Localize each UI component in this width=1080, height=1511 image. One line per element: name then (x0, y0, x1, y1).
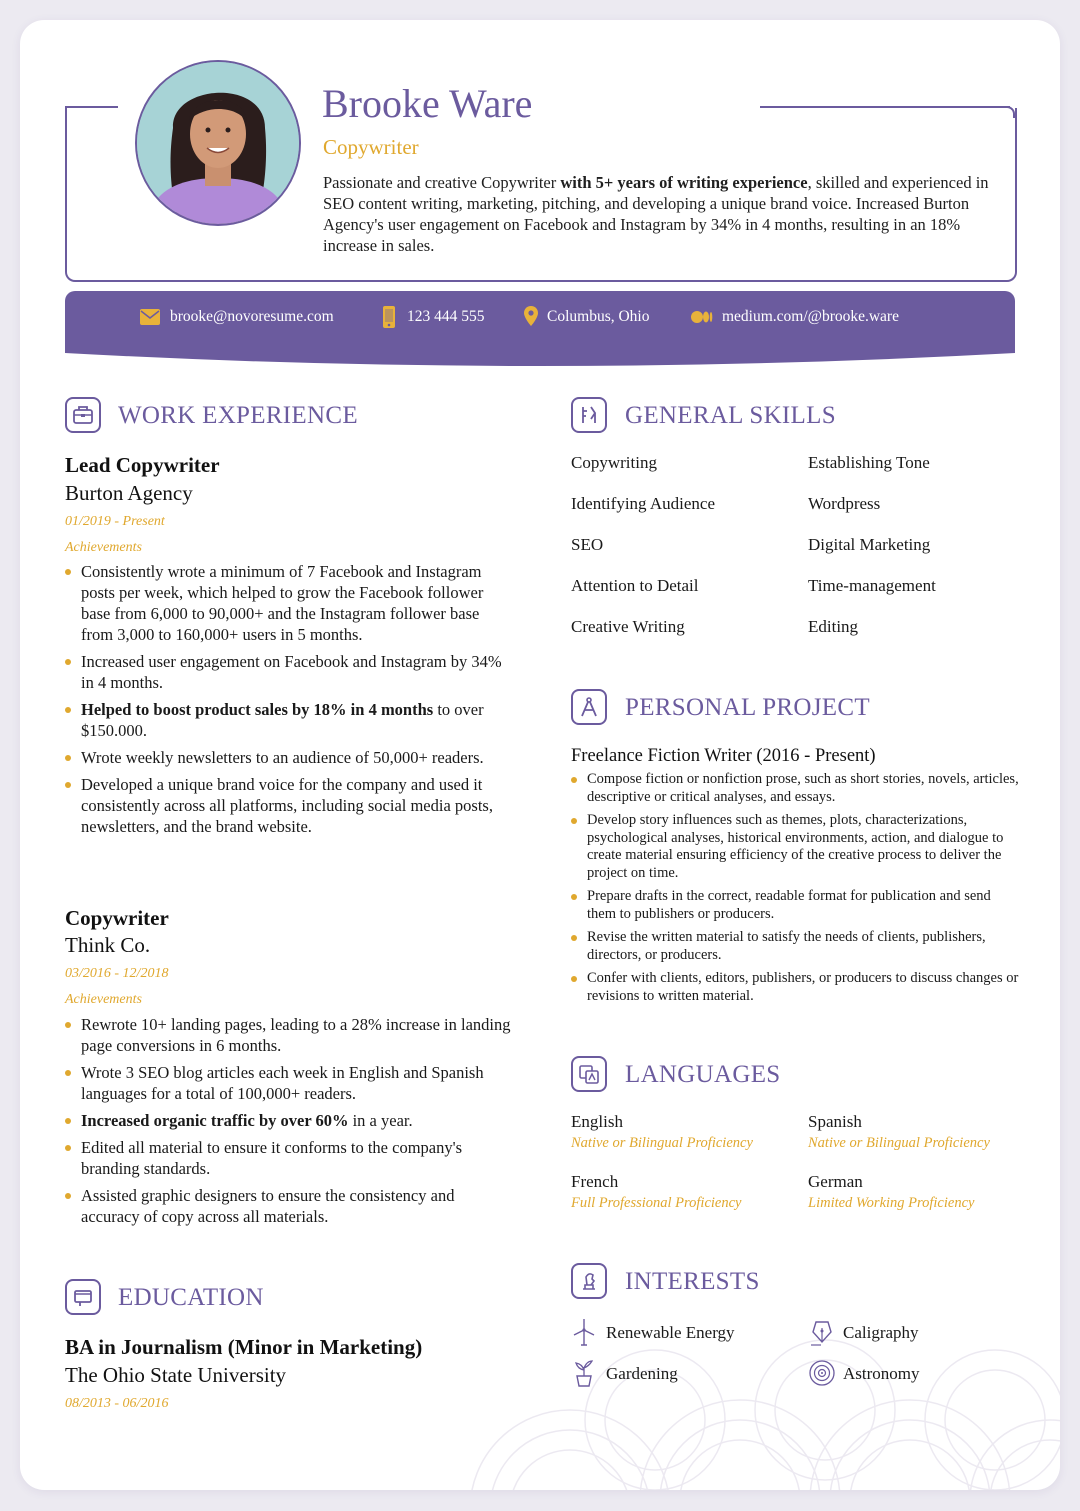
skill-item: Identifying Audience (571, 494, 715, 513)
section-title-project: PERSONAL PROJECT (625, 694, 870, 721)
section-title-languages: LANGUAGES (625, 1061, 781, 1088)
language-level: Limited Working Proficiency (808, 1195, 975, 1211)
job-title: Lead Copywriter (65, 453, 220, 477)
language-level: Full Professional Proficiency (571, 1195, 742, 1211)
section-title-skills: GENERAL SKILLS (625, 402, 836, 429)
compass-icon (571, 689, 607, 725)
translate-icon (571, 1056, 607, 1092)
list-item: Edited all material to ensure it conforms to the company's branding standards. (65, 1137, 515, 1179)
language-name: Spanish (808, 1112, 862, 1131)
degree: BA in Journalism (Minor in Marketing) (65, 1335, 423, 1359)
list-item: Rewrote 10+ landing pages, leading to a 28% increase in landing page conversions in 6 months. (65, 1014, 515, 1056)
skill-item: Creative Writing (571, 617, 685, 636)
candidate-name: Brooke Ware (322, 81, 533, 126)
summary-text: Passionate and creative Copywriter (323, 173, 561, 192)
summary-text-rest: , skilled and experienced in SEO content writing, marketing, pitching, and developing a unique brand voice. Increased Burton Agency's user engagement on Facebook and Instagram by 34% in 4 months, resulting in an 18% increase in sales. (323, 173, 989, 255)
job-bullets (65, 1014, 515, 1233)
project-heading: Freelance Fiction Writer (2016 - Present) (571, 746, 876, 766)
job-company: Burton Agency (65, 481, 193, 505)
interest-item: Gardening (606, 1364, 678, 1383)
plant-pot-icon (571, 1359, 597, 1387)
education-dates: 08/2013 - 06/2016 (65, 1396, 169, 1411)
contact-email[interactable]: brooke@novoresume.com (170, 308, 334, 325)
phone-icon (383, 306, 395, 328)
summary (323, 172, 995, 256)
job-company: Think Co. (65, 933, 151, 957)
achievements-label: Achievements (65, 992, 142, 1007)
graduation-icon (65, 1279, 101, 1315)
job-title: Copywriter (65, 906, 169, 930)
avatar (135, 60, 301, 226)
language-name: German (808, 1172, 863, 1191)
list-item: Revise the written material to satisfy the needs of clients, publishers, directors, or producers. (571, 929, 1019, 964)
list-item: Compose fiction or nonfiction prose, such as short stories, novels, articles, descriptive or critical analyses, and essays. (571, 771, 1019, 806)
list-item: Wrote weekly newsletters to an audience of 50,000+ readers. (65, 747, 515, 768)
project-bullets (571, 771, 1019, 1011)
contact-bar-curve (65, 335, 1015, 367)
skill-item: Copywriting (571, 453, 657, 472)
skill-item: Time-management (808, 576, 936, 595)
list-item: Wrote 3 SEO blog articles each week in English and Spanish languages for a total of 100,000+ readers. (65, 1062, 515, 1104)
resume-page (20, 20, 1060, 1490)
language-level: Native or Bilingual Proficiency (571, 1135, 753, 1151)
section-title-interests: INTERESTS (625, 1268, 760, 1295)
list-item: Developed a unique brand voice for the company and used it consistently across all platforms, including social media posts, newsletters, and the brand website. (65, 774, 515, 837)
contact-phone[interactable]: 123 444 555 (407, 308, 485, 325)
language-level: Native or Bilingual Proficiency (808, 1135, 990, 1151)
skill-item: Editing (808, 617, 859, 636)
skills-icon (571, 397, 607, 433)
interests-icon (571, 1263, 607, 1299)
language-name: English (571, 1112, 623, 1131)
email-icon (140, 309, 160, 325)
galaxy-icon (809, 1360, 835, 1386)
wind-turbine-icon (571, 1318, 597, 1346)
job-dates: 01/2019 - Present (65, 514, 165, 529)
list-item: Increased user engagement on Facebook and Instagram by 34% in 4 months. (65, 651, 515, 693)
interest-item: Renewable Energy (606, 1323, 735, 1342)
interest-item: Astronomy (843, 1364, 920, 1383)
medium-icon (691, 311, 713, 323)
summary-highlight: with 5+ years of writing experience (560, 173, 808, 192)
skill-item: Wordpress (808, 494, 881, 513)
language-name: French (571, 1172, 619, 1191)
skill-item: SEO (571, 535, 604, 554)
job-dates: 03/2016 - 12/2018 (65, 966, 169, 981)
list-item: Increased organic traffic by over 60% in a year. (65, 1110, 515, 1131)
list-item: Consistently wrote a minimum of 7 Facebook and Instagram posts per week, which helped to grow the Facebook follower base from 6,000 to 90,000+ and the Instagram follower base from 3,000 to 160,000+ users in 5 months. (65, 561, 515, 645)
background-pattern (450, 1300, 1060, 1490)
school: The Ohio State University (65, 1363, 287, 1387)
fountain-pen-icon (809, 1318, 835, 1346)
skill-item: Establishing Tone (808, 453, 930, 472)
contact-website[interactable]: medium.com/@brooke.ware (722, 308, 899, 325)
interest-item: Caligraphy (843, 1323, 919, 1342)
section-title-education: EDUCATION (118, 1284, 264, 1311)
list-item: Prepare drafts in the correct, readable format for publication and send them to publishers or producers. (571, 888, 1019, 923)
list-item: Develop story influences such as themes, plots, characterizations, psychological analyses, historical environments, action, and dialogue to create material ensuring efficiency of the creative process to deliver the project on time. (571, 812, 1019, 882)
location-pin-icon (524, 306, 538, 326)
contact-location: Columbus, Ohio (547, 308, 650, 325)
achievements-label: Achievements (65, 540, 142, 555)
skill-item: Digital Marketing (808, 535, 931, 554)
job-bullets (65, 561, 515, 843)
list-item: Confer with clients, editors, publishers, or producers to discuss changes or revisions to written material. (571, 970, 1019, 1005)
section-title-work: WORK EXPERIENCE (118, 402, 358, 429)
briefcase-icon (65, 397, 101, 433)
list-item: Assisted graphic designers to ensure the consistency and accuracy of copy across all materials. (65, 1185, 515, 1227)
list-item: Helped to boost product sales by 18% in 4 months to over $150.000. (65, 699, 515, 741)
skill-item: Attention to Detail (571, 576, 699, 595)
candidate-role: Copywriter (323, 135, 419, 159)
